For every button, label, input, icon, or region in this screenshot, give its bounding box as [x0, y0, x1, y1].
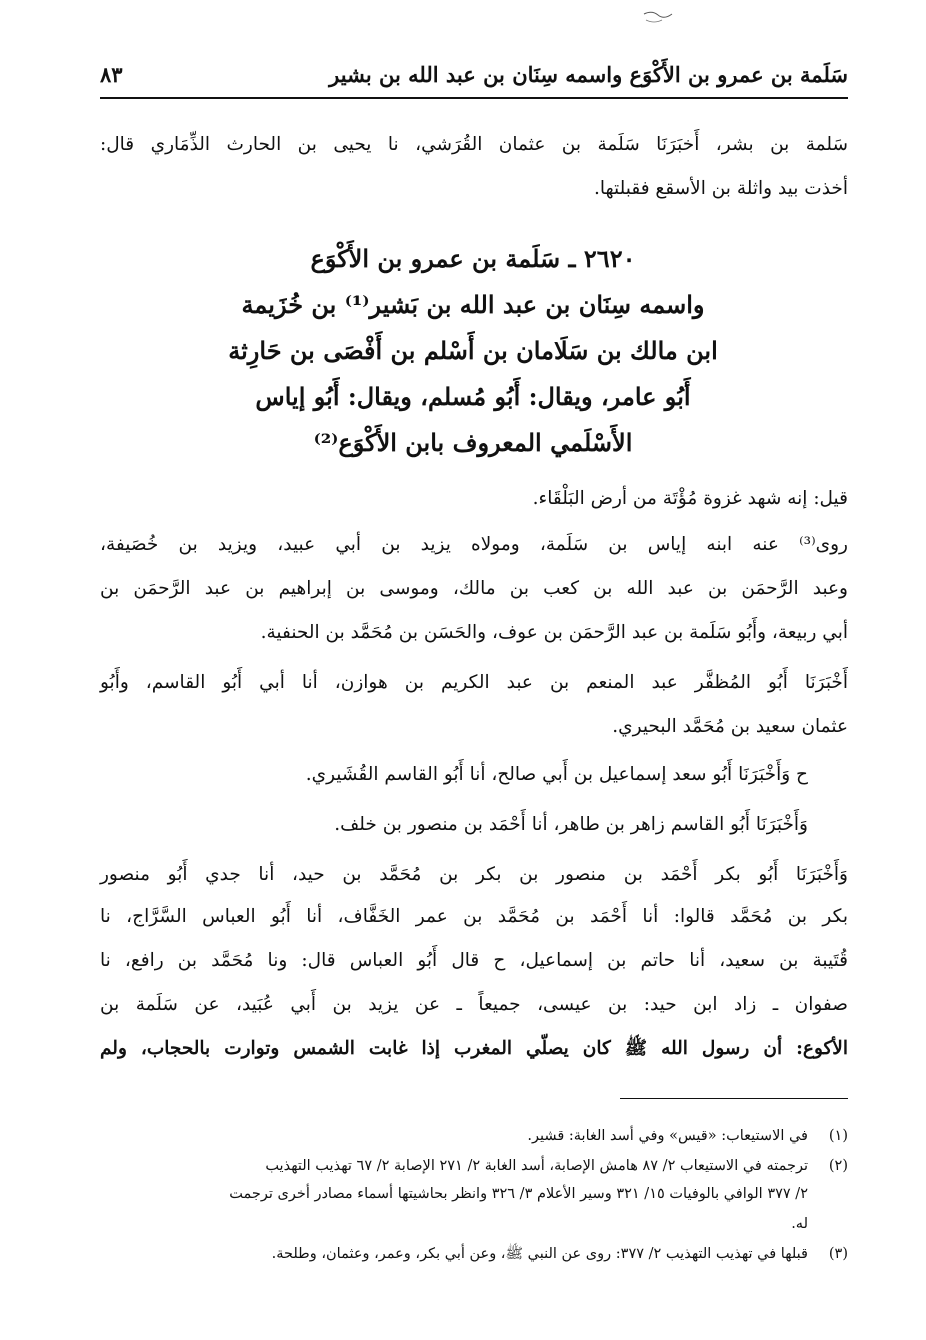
- footnote-text: في الاستيعاب: «قيس» وفي أسد الغابة: قشير.: [527, 1128, 808, 1144]
- text-line: أخذت بيد واثلة بن الأسقع فقبلتها.: [594, 178, 848, 199]
- text-line: قيل: إنه شهد غزوة مُؤْتَة من أرض البَلْقَاء.: [532, 488, 848, 509]
- running-title: سَلَمة بن عمرو بن الأَكْوَع واسمه سِنَان بن عبد الله بن بشير: [329, 62, 848, 87]
- ink-mark-icon: [638, 6, 678, 38]
- text-line: صفوان ـ زاد ابن حيد: بن عيسى، جميعاً ـ عن يزيد بن أَبي عُبَيد، عن سَلَمة بن: [100, 994, 848, 1015]
- footnote-continuation: له.: [791, 1216, 808, 1232]
- text-line: بكر بن مُحَمَّد قالوا: أنا أَحْمَد بن مُحَمَّد بن عمر الخَفَّاف، أنا أَبُو العباس السَّرَّاج، نا: [100, 906, 848, 927]
- text-line: قُتَيبة بن سعيد، أنا حاتم بن إسماعيل، ح قال أَبُو العباس قال: ونا مُحَمَّد بن رافع، نا: [100, 950, 848, 971]
- text-line: وعبد الرَّحمَن بن عبد الله بن كعب بن مالك، وموسى بن إبراهيم بن عبد الرَّحمَن بن: [100, 578, 848, 599]
- page-number: ٨٣: [100, 62, 123, 87]
- entry-title: [190, 236, 756, 466]
- text-line: وَأَخْبَرَنَا أَبُو القاسم زاهر بن طاهر، أنا أَحْمَد بن منصور بن خلف.: [334, 814, 808, 835]
- text-line: أبي ربيعة، وأَبُو سَلَمة بن عبد الرَّحمَن بن عوف، والحَسَن بن مُحَمَّد بن الحنفية.: [260, 622, 848, 643]
- footnote-text: قبلها في تهذيب التهذيب ٢/ ٣٧٧: روى عن النبي ﷺ، وعن أبي بكر، وعمر، وعثمان، وطلحة.: [271, 1246, 808, 1262]
- entry-title-line: أَبُو عامر، ويقال: أَبُو مُسلم، ويقال: أَبُو إياس: [255, 382, 691, 411]
- footnote-continuation: ٢/ ٣٧٧ الوافي بالوفيات ١٥/ ٣٢١ وسير الأعلام ٣/ ٣٢٦ وانظر بحاشيتها أسماء مصادر أخرى ترجمت: [229, 1186, 808, 1202]
- footnote: [100, 1154, 848, 1178]
- entry-title-line: واسمه سِنَان بن عبد الله بن بَشير⁽¹⁾ بن خُزَيمة: [241, 290, 705, 319]
- footnote-number: (١): [828, 1128, 848, 1144]
- entry-title-line: ٢٦٢٠ ـ سَلَمة بن عمرو بن الأَكْوَع: [310, 244, 636, 273]
- text-line: ح وَأَخْبَرَنَا أَبُو سعد إسماعيل بن أَبي صالح، أنا أَبُو القاسم القُشَيري.: [305, 764, 808, 785]
- footnote: [100, 1242, 848, 1266]
- text-line: روى⁽³⁾ عنه ابنه إياس بن سَلَمة، ومولاه يزيد بن أبي عبيد، ويزيد بن خُصَيفة،: [100, 534, 848, 555]
- footnote-number: (٣): [828, 1246, 848, 1262]
- entry-title-line: ابن مالك بن سَلَامان بن أَسْلم بن أَفْصَى بن حَارِثة: [228, 336, 718, 365]
- footnote-rule: [620, 1098, 848, 1099]
- text-line: الأكوع: أن رسول الله ﷺ كان يصلّي المغرب إذا غابت الشمس وتوارت بالحجاب، ولم: [100, 1038, 848, 1059]
- footnote-text: ترجمته في الاستيعاب ٢/ ٨٧ هامش الإصابة، أسد الغابة ٢/ ٢٧١ الإصابة ٢/ ٦٧ تهذيب التهذيب: [265, 1158, 808, 1174]
- header-rule: [100, 97, 848, 99]
- page-header: [100, 60, 848, 96]
- entry-title-line: الأَسْلَمي المعروف بابن الأَكْوَع⁽²⁾: [313, 428, 633, 457]
- text-line: وَأَخْبَرَنَا أَبُو بكر أَحْمَد بن منصور بن بكر بن مُحَمَّد بن حيد، أنا جدي أَبُو منصور: [100, 864, 848, 885]
- footnote-number: (٢): [828, 1158, 848, 1174]
- text-line: سَلمة بن بشر، أَخبَرَنَا سَلَمة بن عثمان القُرَشي، نا يحيى بن الحارث الذِّمَاري قال:: [100, 134, 848, 155]
- text-line: أَخْبَرَنَا أَبُو المُظفَّر عبد المنعم بن عبد الكريم بن هوازن، أنا أبي أَبُو القاسم، وأَبُو: [100, 672, 848, 693]
- text-line: عثمان سعيد بن مُحَمَّد البحيري.: [612, 716, 848, 737]
- footnote: [100, 1124, 848, 1148]
